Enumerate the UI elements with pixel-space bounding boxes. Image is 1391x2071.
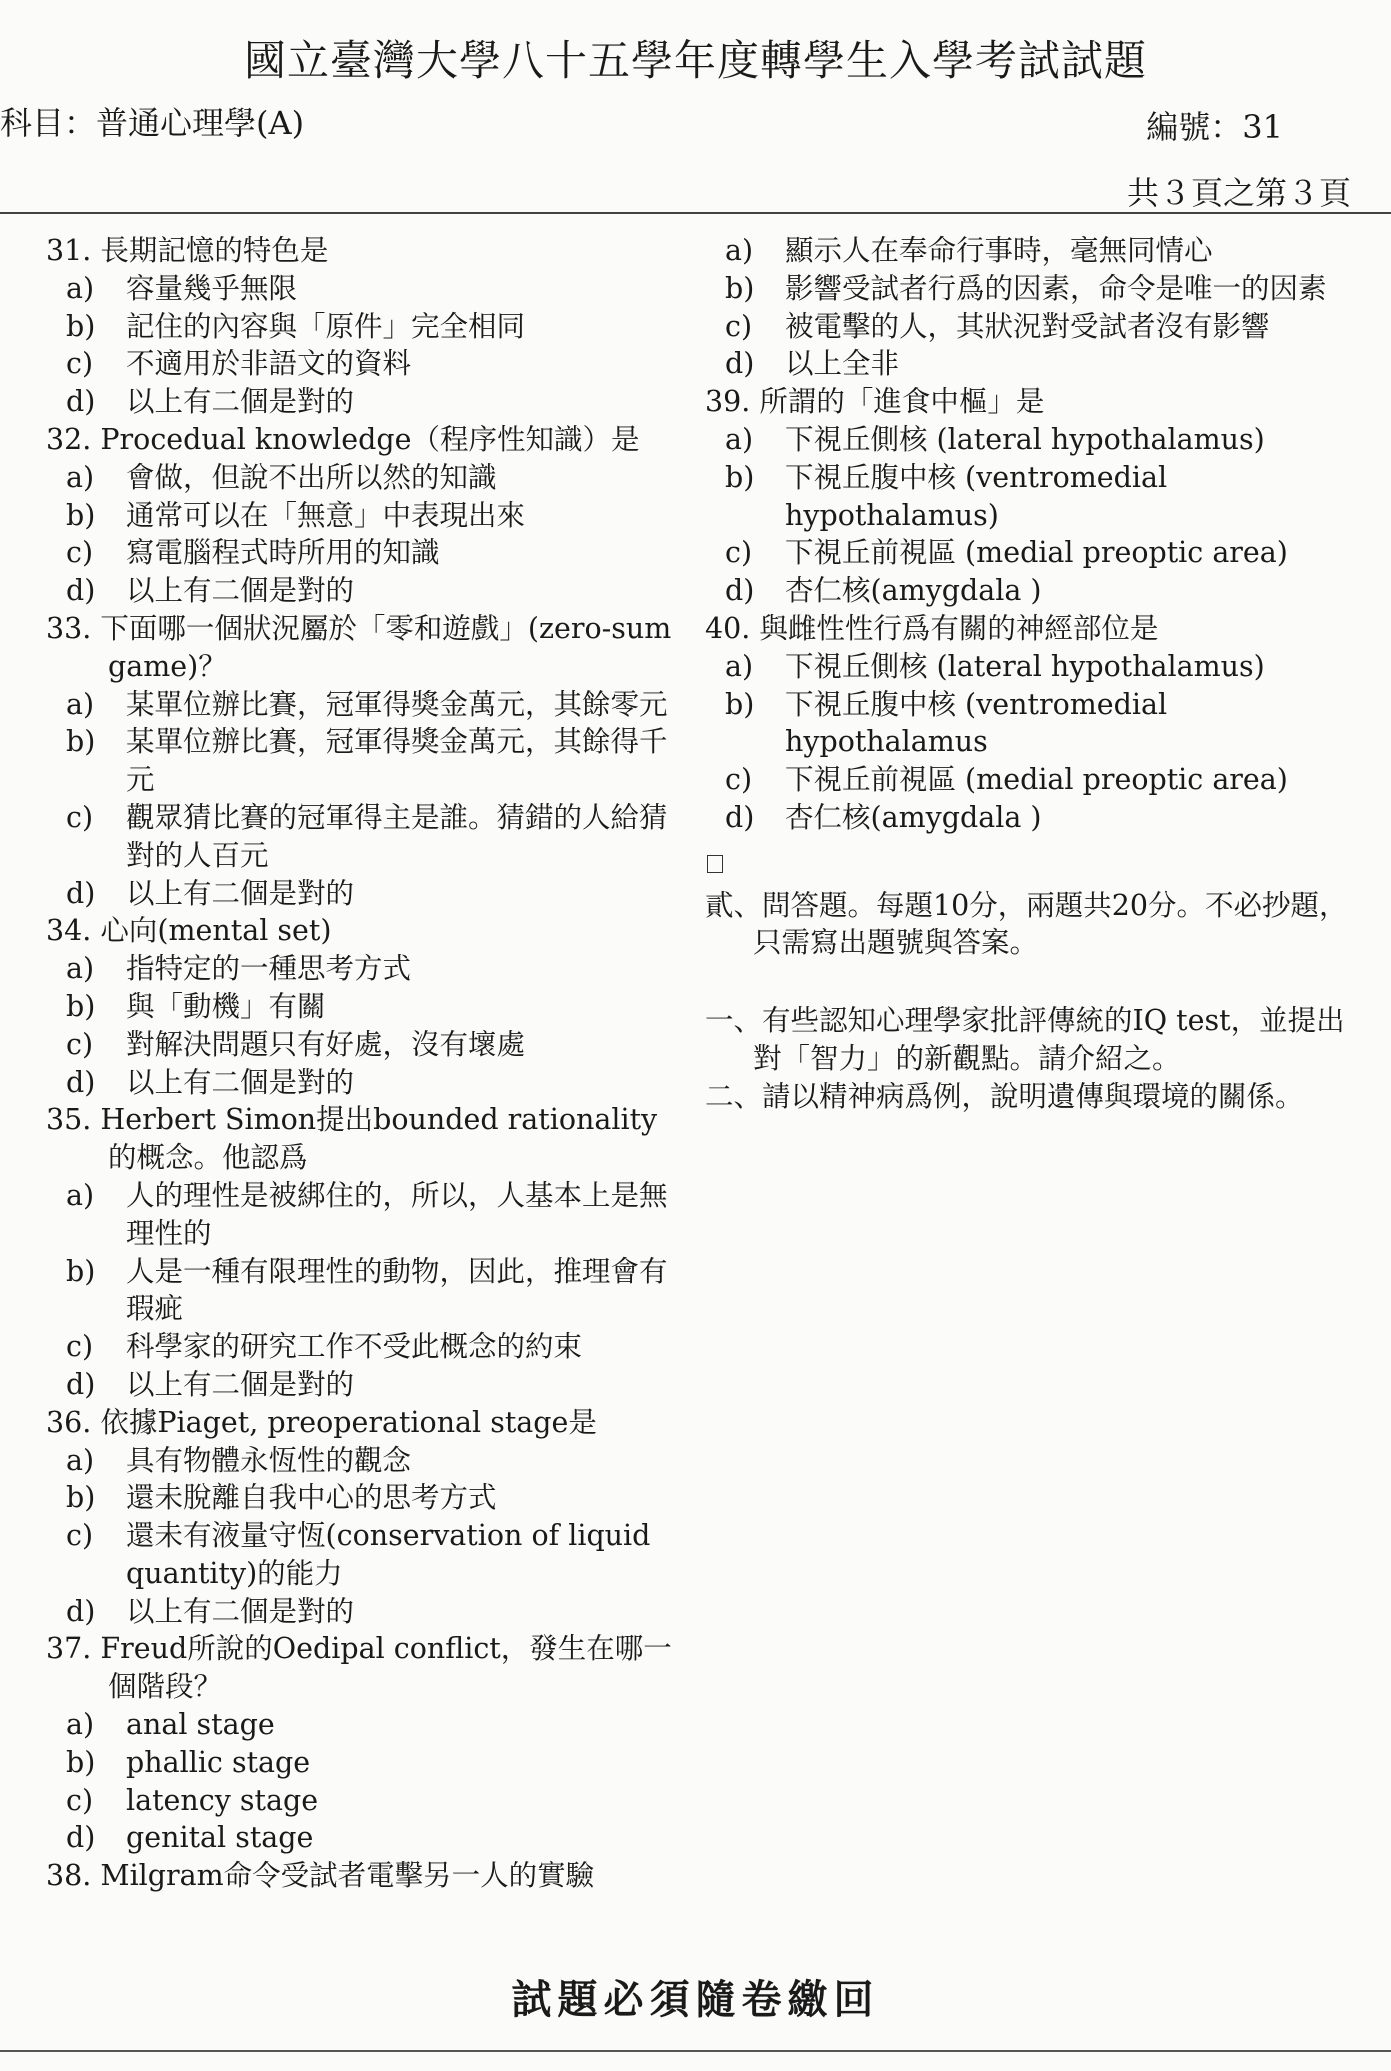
answer-option xyxy=(46,1366,681,1404)
option-text: 人的理性是被綁住的，所以，人基本上是無理性的 xyxy=(126,1178,668,1250)
footer-divider xyxy=(0,2050,1391,2052)
answer-option xyxy=(705,534,1355,572)
option-label: b) xyxy=(66,1745,96,1779)
exam-title: 國立臺灣大學八十五學年度轉學生入學考試試題 xyxy=(243,36,1147,85)
option-label: a) xyxy=(66,1708,95,1742)
question-stem: 35. Herbert Simon提出bounded rationality的概念。他認爲 xyxy=(46,1103,658,1175)
answer-option xyxy=(46,1593,681,1631)
option-label: b) xyxy=(66,725,96,759)
exam-code: 編號：31 xyxy=(1146,108,1283,146)
essay-question-2: 二、請以精神病爲例，說明遺傳與環境的關係。 xyxy=(705,1079,1304,1113)
answer-option xyxy=(46,308,681,346)
header-divider xyxy=(0,212,1391,214)
answer-option xyxy=(705,270,1355,308)
option-text: genital stage xyxy=(126,1821,314,1855)
option-label: d) xyxy=(66,876,96,910)
answer-option xyxy=(46,988,681,1026)
option-label: a) xyxy=(66,460,95,494)
subject-label: 科目：普通心理學(A) xyxy=(0,104,305,142)
option-label: b) xyxy=(725,271,755,305)
option-text: 還未有液量守恆(conservation of liquid quantity)的能力 xyxy=(126,1519,651,1590)
option-label: a) xyxy=(725,649,754,683)
empty-box-icon xyxy=(705,845,1355,883)
option-text: 某單位辦比賽，冠軍得獎金萬元，其餘得千元 xyxy=(126,725,668,797)
option-text: 下視丘側核 (lateral hypothalamus) xyxy=(785,422,1265,456)
option-label: b) xyxy=(66,1254,96,1288)
answer-option xyxy=(46,383,681,421)
option-text: phallic stage xyxy=(126,1745,311,1779)
option-label: c) xyxy=(66,1330,94,1364)
answer-option xyxy=(705,421,1355,459)
option-label: d) xyxy=(66,1821,96,1855)
answer-option xyxy=(705,686,1355,762)
answer-option xyxy=(46,270,681,308)
option-text: 對解決問題只有好處，沒有壞處 xyxy=(126,1027,526,1061)
option-text: 容量幾乎無限 xyxy=(126,271,298,305)
answer-option xyxy=(46,1819,681,1857)
option-label: a) xyxy=(66,271,95,305)
answer-option xyxy=(705,799,1355,837)
option-label: b) xyxy=(725,687,755,721)
question-stem: 34. 心向(mental set) xyxy=(46,914,332,948)
option-text: 杏仁核(amygdala ) xyxy=(785,574,1042,608)
answer-option xyxy=(705,648,1355,686)
option-label: b) xyxy=(66,989,96,1023)
option-label: c) xyxy=(66,1027,94,1061)
answer-option xyxy=(46,875,681,913)
option-text: 下視丘側核 (lateral hypothalamus) xyxy=(785,649,1265,683)
option-label: c) xyxy=(66,1783,94,1817)
option-label: c) xyxy=(725,309,753,343)
section2-heading: 貳、問答題。每題10分，兩題共20分。不必抄題，只需寫出題號與答案。 xyxy=(705,888,1348,960)
answer-option xyxy=(46,1026,681,1064)
option-text: 下視丘腹中核 (ventromedial hypothalamus xyxy=(785,687,1168,759)
option-label: b) xyxy=(66,309,96,343)
option-text: 下視丘腹中核 (ventromedial hypothalamus) xyxy=(785,460,1168,532)
option-label: a) xyxy=(66,687,95,721)
answer-option xyxy=(46,1253,681,1329)
option-label: c) xyxy=(725,536,753,570)
option-label: a) xyxy=(725,234,754,267)
option-text: latency stage xyxy=(126,1783,319,1817)
option-text: 寫電腦程式時所用的知識 xyxy=(126,536,440,570)
question-stem: 32. Procedual knowledge（程序性知識）是 xyxy=(46,422,640,456)
answer-option xyxy=(46,497,681,535)
option-label: c) xyxy=(66,1519,94,1553)
option-text: 通常可以在「無意」中表現出來 xyxy=(126,498,526,532)
option-text: 以上有二個是對的 xyxy=(126,876,355,910)
answer-option xyxy=(46,1177,681,1253)
option-label: b) xyxy=(66,498,96,532)
answer-option xyxy=(705,761,1355,799)
option-label: b) xyxy=(66,1481,96,1515)
option-label: d) xyxy=(725,347,755,381)
answer-option xyxy=(46,1744,681,1782)
option-label: b) xyxy=(725,460,755,494)
answer-option xyxy=(46,1328,681,1366)
option-text: 觀眾猜比賽的冠軍得主是誰。猜錯的人給猜對的人百元 xyxy=(126,800,668,872)
option-text: 具有物體永恆性的觀念 xyxy=(126,1443,412,1477)
option-text: 以上有二個是對的 xyxy=(126,1367,355,1401)
answer-option xyxy=(705,345,1355,383)
option-text: 被電擊的人，其狀況對受試者沒有影響 xyxy=(785,309,1270,343)
option-label: d) xyxy=(725,574,755,608)
answer-option xyxy=(46,686,681,724)
option-label: d) xyxy=(66,1367,96,1401)
option-text: 顯示人在奉命行事時，毫無同情心 xyxy=(785,234,1213,267)
essay-question-1: 一、有些認知心理學家批評傳統的IQ test，並提出對「智力」的新觀點。請介紹之。 xyxy=(705,1004,1345,1075)
option-label: c) xyxy=(66,800,94,834)
answer-option xyxy=(705,232,1355,270)
option-text: 還未脫離自我中心的思考方式 xyxy=(126,1481,497,1515)
page-indicator: 共３頁之第３頁 xyxy=(1126,174,1351,212)
option-label: d) xyxy=(66,574,96,608)
right-questions xyxy=(705,383,1355,837)
option-label: a) xyxy=(66,1178,95,1212)
answer-option xyxy=(46,1782,681,1820)
option-text: 下視丘前視區 (medial preoptic area) xyxy=(785,536,1288,570)
question-stem: 33. 下面哪一個狀況屬於「零和遊戲」(zero-sum game)？ xyxy=(46,611,672,683)
answer-option xyxy=(46,1064,681,1102)
question-stem: 38. Milgram命令受試者電擊另一人的實驗 xyxy=(46,1859,595,1893)
option-text: 人是一種有限理性的動物，因此，推理會有瑕疵 xyxy=(126,1254,668,1326)
answer-option xyxy=(705,572,1355,610)
answer-option xyxy=(46,950,681,988)
option-text: 影響受試者行爲的因素，命令是唯一的因素 xyxy=(785,271,1327,305)
q38-options xyxy=(705,232,1355,383)
answer-option xyxy=(46,799,681,875)
option-text: 以上全非 xyxy=(785,347,900,381)
option-text: 與「動機」有關 xyxy=(126,989,326,1023)
option-text: anal stage xyxy=(126,1708,275,1742)
option-label: d) xyxy=(66,385,96,419)
question-stem: 31. 長期記憶的特色是 xyxy=(46,234,329,267)
question-stem: 36. 依據Piaget, preoperational stage是 xyxy=(46,1405,597,1439)
option-text: 指特定的一種思考方式 xyxy=(126,952,412,986)
option-text: 科學家的研究工作不受此概念的約束 xyxy=(126,1330,583,1364)
option-text: 以上有二個是對的 xyxy=(126,385,355,419)
option-label: d) xyxy=(725,800,755,834)
option-label: a) xyxy=(66,952,95,986)
answer-option xyxy=(46,572,681,610)
answer-option xyxy=(46,1479,681,1517)
answer-option xyxy=(46,534,681,572)
answer-option xyxy=(46,459,681,497)
question-stem: 39. 所謂的「進食中樞」是 xyxy=(705,385,1045,419)
option-label: d) xyxy=(66,1065,96,1099)
option-text: 記住的內容與「原件」完全相同 xyxy=(126,309,526,343)
answer-option xyxy=(46,1442,681,1480)
option-label: c) xyxy=(66,536,94,570)
answer-option xyxy=(46,1706,681,1744)
option-text: 不適用於非語文的資料 xyxy=(126,347,412,381)
answer-option xyxy=(46,723,681,799)
option-label: a) xyxy=(725,422,754,456)
answer-option xyxy=(46,345,681,383)
option-text: 杏仁核(amygdala ) xyxy=(785,800,1042,834)
question-stem: 37. Freud所說的Oedipal conflict，發生在哪一個階段？ xyxy=(46,1632,672,1704)
option-text: 下視丘前視區 (medial preoptic area) xyxy=(785,763,1288,797)
option-text: 某單位辦比賽，冠軍得獎金萬元，其餘零元 xyxy=(126,687,668,721)
answer-option xyxy=(705,459,1355,535)
question-stem: 40. 與雌性性行爲有關的神經部位是 xyxy=(705,611,1159,645)
option-text: 會做，但說不出所以然的知識 xyxy=(126,460,497,494)
option-text: 以上有二個是對的 xyxy=(126,1594,355,1628)
left-column xyxy=(46,232,681,1895)
option-label: d) xyxy=(66,1594,96,1628)
option-text: 以上有二個是對的 xyxy=(126,574,355,608)
option-text: 以上有二個是對的 xyxy=(126,1065,355,1099)
footer-stamp: 試題必須隨卷繳回 xyxy=(511,1977,880,2023)
answer-option xyxy=(705,308,1355,346)
answer-option xyxy=(46,1517,681,1593)
right-column xyxy=(705,232,1355,1116)
option-label: c) xyxy=(66,347,94,381)
option-label: c) xyxy=(725,763,753,797)
option-label: a) xyxy=(66,1443,95,1477)
